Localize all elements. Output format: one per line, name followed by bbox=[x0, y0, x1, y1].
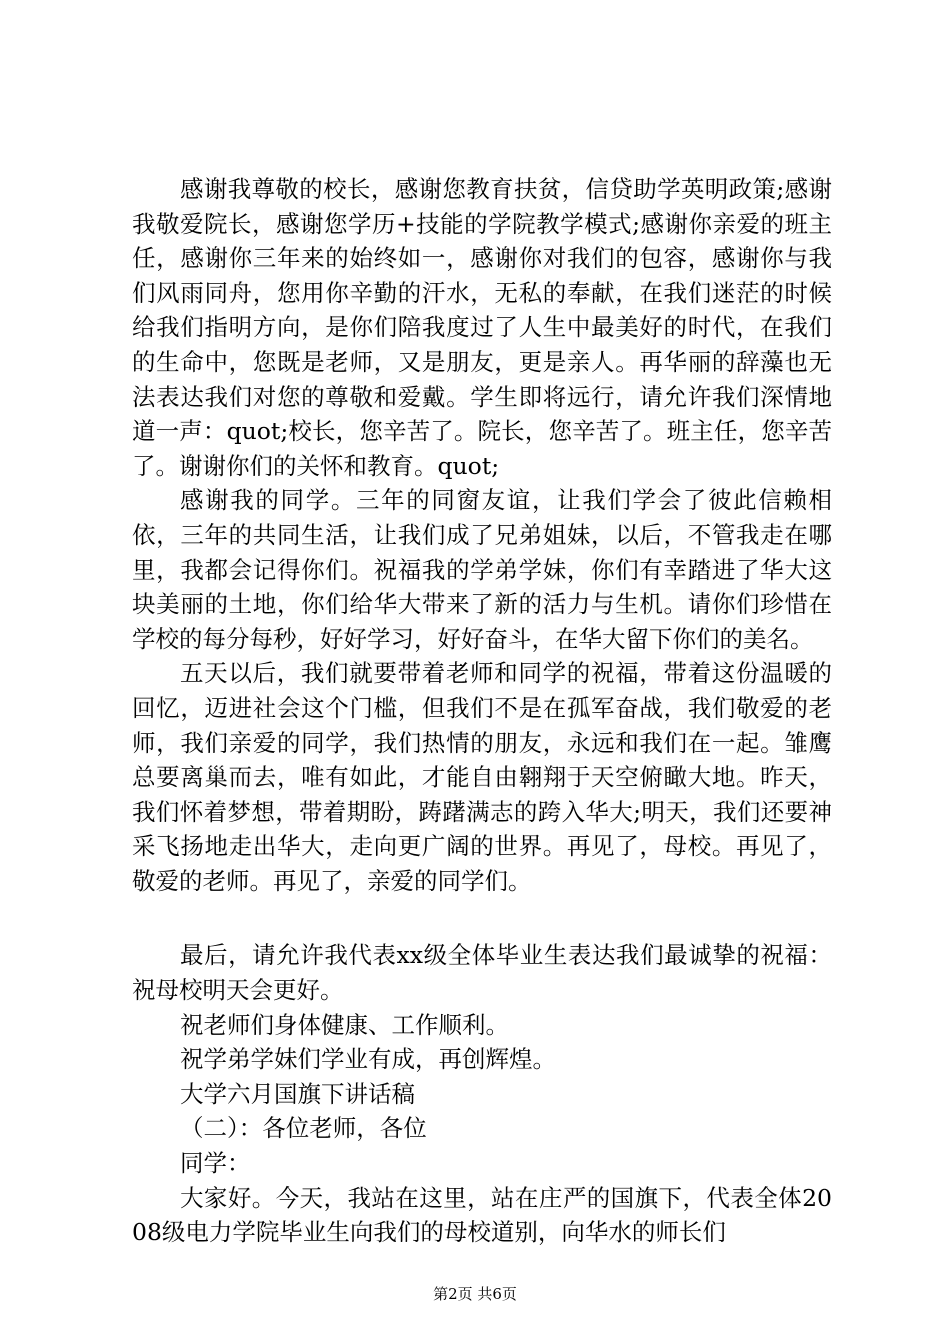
paragraph-wish-juniors: 祝学弟学妹们学业有成，再创辉煌。 bbox=[180, 1045, 556, 1074]
paragraph-final-wishes: 最后，请允许我代表xx级全体毕业生表达我们最诚挚的祝福：祝母校明天会更好。 bbox=[132, 941, 832, 1005]
page-number-footer: 第2页 共6页 bbox=[433, 1285, 517, 1303]
paragraph-thanks-leaders: 感谢我尊敬的校长，感谢您教育扶贫，信贷助学英明政策;感谢我敬爱院长，感谢您学历+技能的学院教学模式;感谢你亲爱的班主任，感谢你三年来的始终如一，感谢你对我们的包容，感谢你与我们风雨同舟，您用你辛勤的汗水，无私的奉献，在我们迷茫的时候给我们指明方向，是你们陪我度过了人生中最美好的时代，在我们的生命中，您既是老师，又是朋友，更是亲人。再华丽的辞藻也无法表达我们对您的尊敬和爱戴。学生即将远行，请允许我们深情地道一声：quot;校长，您辛苦了。院长，您辛苦了。班主任，您辛苦了。谢谢你们的关怀和教育。quot; bbox=[132, 175, 832, 480]
paragraph-farewell: 五天以后，我们就要带着老师和同学的祝福，带着这份温暖的回忆，迈进社会这个门槛，但我们不是在孤军奋战，我们敬爱的老师，我们亲爱的同学，我们热情的朋友，永远和我们在一起。雏鹰总要离巢而去，唯有如此，才能自由翱翔于天空俯瞰大地。昨天，我们怀着梦想，带着期盼，踌躇满志的跨入华大;明天，我们还要神采飞扬地走出华大，走向更广阔的世界。再见了，母校。再见了，敬爱的老师。再见了，亲爱的同学们。 bbox=[132, 659, 832, 895]
paragraph-thanks-classmates: 感谢我的同学。三年的同窗友谊，让我们学会了彼此信赖相依，三年的共同生活，让我们成了兄弟姐妹，以后，不管我走在哪里，我都会记得你们。祝福我的学弟学妹，你们有幸踏进了华大这块美丽的土地，你们给华大带来了新的活力与生机。请你们珍惜在学校的每分每秒，好好学习，好好奋斗，在华大留下你们的美名。 bbox=[132, 486, 832, 653]
paragraph-speech-opening: 大家好。今天，我站在这里，站在庄严的国旗下，代表全体2008级电力学院毕业生向我们的母校道别，向华水的师长们 bbox=[132, 1183, 832, 1247]
paragraph-gap bbox=[132, 898, 832, 938]
section-title: 大学六月国旗下讲话稿 bbox=[180, 1079, 415, 1108]
greeting-classmates: 同学： bbox=[180, 1149, 251, 1178]
paragraph-wish-teachers: 祝老师们身体健康、工作顺利。 bbox=[180, 1010, 509, 1039]
section-subtitle: （二）：各位老师，各位 bbox=[180, 1114, 427, 1143]
document-body bbox=[132, 172, 832, 1250]
